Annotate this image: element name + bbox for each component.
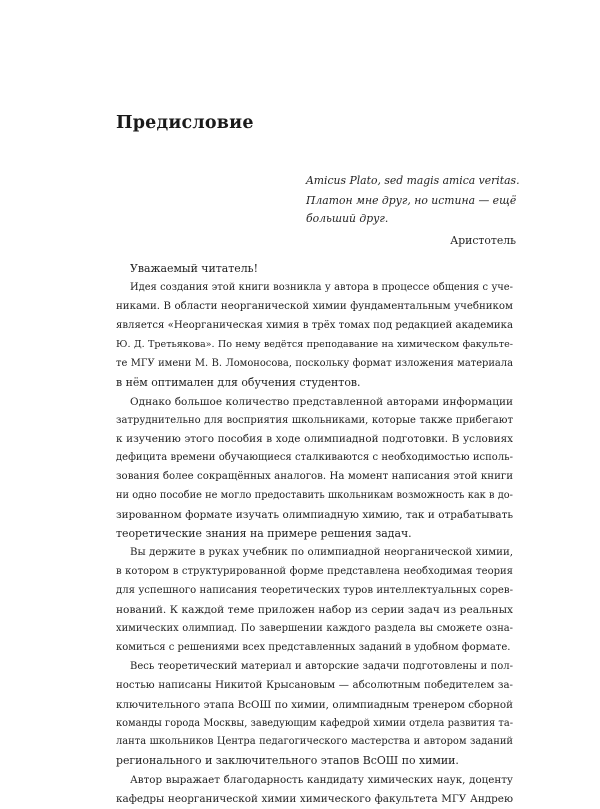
text-line: те МГУ имени М. В. Ломоносова, поскольку формат изложения материала [116,357,513,369]
epigraph-latin-quote: Amicus Plato, sed magis amica veritas. [306,174,520,187]
text-line: для успешного написания теоретических туров интеллектуальных сорев- [116,584,513,596]
text-line: в котором в структурированной форме представлена необходимая теория [116,566,513,577]
text-line: Уважаемый читатель! [130,262,258,275]
text-line: дефицита времени обучающиеся сталкиваются с необходимостью исполь- [116,452,513,464]
text-line: к изучению этого пособия в ходе олимпиадной подготовки. В условиях [116,433,513,446]
text-line: ни одно пособие не могло предоставить школьникам возможность как в до- [116,490,513,502]
text-line: ланта школьников Центра педагогического мастерства и автором заданий [116,736,513,748]
text-line: комиться с решениями всех представленных заданий в удобном формате. [116,641,511,653]
chapter-heading: Предисловие [116,113,254,133]
text-line: зования более сокращённых аналогов. На момент написания этой книги [116,471,513,483]
text-line: команды города Москвы, заведующим кафедрой химии отдела развития та- [116,717,513,729]
text-line: Идея создания этой книги возникла у автора в процессе общения с уче- [130,281,513,293]
text-line: теоретические знания на примере решения задач. [116,527,412,541]
epigraph [306,172,520,250]
epigraph-author: Аристотель [450,234,516,247]
text-line: регионального и заключительного этапов ВсОШ по химии. [116,754,459,768]
preface-body [116,260,513,809]
epigraph-russian-line-2: больший друг. [306,212,389,225]
text-line: в нём оптимален для обучения студентов. [116,375,361,389]
text-line: затруднительно для восприятия школьниками, которые также прибегают [116,414,513,426]
text-line: ключительного этапа ВсОШ по химии, олимпиадным тренером сборной [116,698,513,711]
text-line: зированном формате изучать олимпиадную химию, так и отрабатывать [116,509,513,522]
epigraph-russian-line-1: Платон мне друг, но истина — ещё [306,194,517,207]
text-line: Вы держите в руках учебник по олимпиадной неорганической химии, [130,547,513,559]
text-line: химических олимпиад. По завершении каждого раздела вы сможете озна- [116,622,513,634]
text-line: Ю. Д. Третьякова». По нему ведётся преподавание на химическом факульте- [116,338,513,350]
text-line: никами. В области неорганической химии фундаментальным учебником [116,300,513,312]
text-line: ностью написаны Никитой Крысановым — абсолютным победителем за- [116,679,513,691]
text-line: нований. К каждой теме приложен набор из серии задач из реальных [116,603,513,616]
text-line: Весь теоретический материал и авторские задачи подготовлены и пол- [130,660,513,672]
text-line: Однако большое количество представленной авторами информации [130,395,513,408]
text-line: Автор выражает благодарность кандидату химических наук, доценту [130,774,513,787]
text-line: является «Неорганическая химия в трёх томах под редакцией академика [116,319,513,331]
text-line: кафедры неорганической химии химического факультета МГУ Андрею [116,793,513,806]
